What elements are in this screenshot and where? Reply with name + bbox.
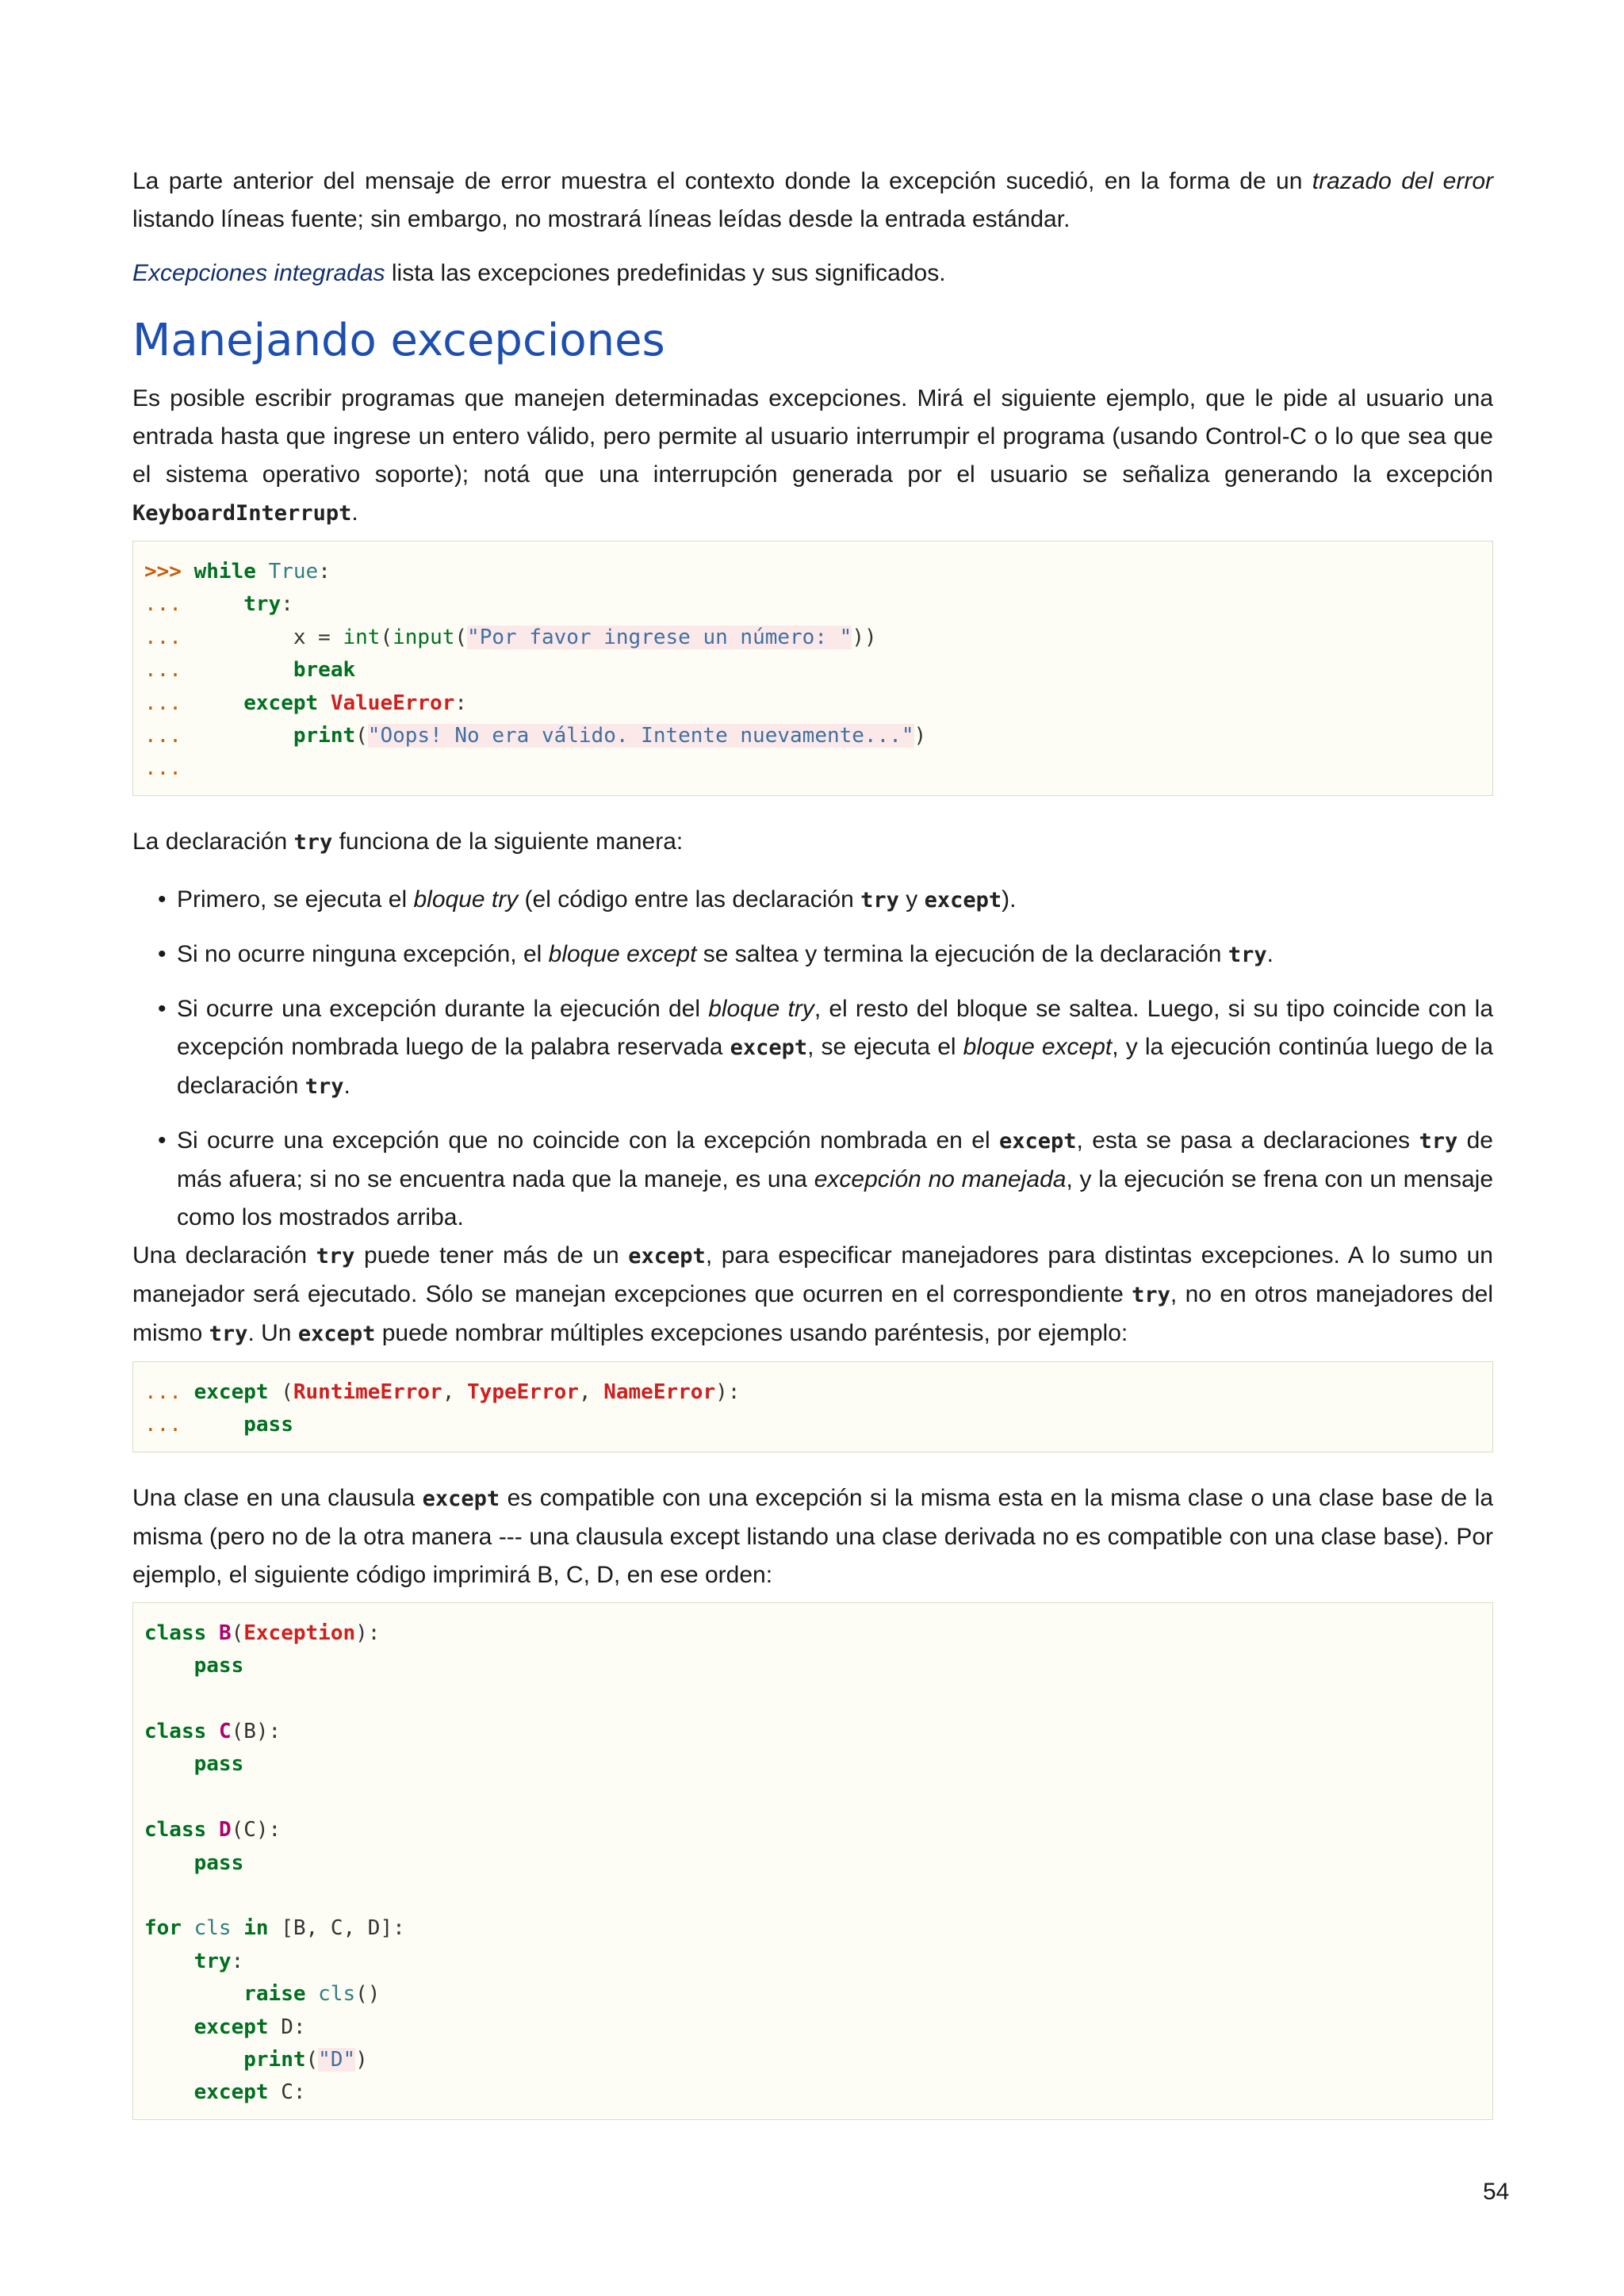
document-page — [132, 163, 1493, 2120]
page-number: 54 — [1483, 2179, 1510, 2205]
try-steps-list — [132, 881, 1493, 1237]
list-item: • Primero, se ejecuta el bloque try (el código entre las declaración try y except). — [177, 881, 1493, 920]
code-block-class-hierarchy: class B(Exception): pass class C(B): pass class D(C): pass for cls in [B, C, D]: try: raise cls() except D: print("D") except C: — [132, 1602, 1493, 2120]
list-item: • Si no ocurre ninguna excepción, el bloque except se saltea y termina la ejecución de la declaración try. — [177, 936, 1493, 974]
list-item: • Si ocurre una excepción que no coincide con la excepción nombrada en el except, esta se pasa a declaraciones try de más afuera; si no se encuentra nada que la maneje, es una excepción no manejada, y la ejecución se frena con un mensaje como los mostrados arriba. — [177, 1122, 1493, 1237]
list-item: • Si ocurre una excepción durante la ejecución del bloque try, el resto del bloque se saltea. Luego, si su tipo coincide con la excepción nombrada luego de la palabra reservada except, se ejecuta el bloque except, y la ejecución continúa luego de la declaración try. — [177, 990, 1493, 1106]
code-block-multi-except: ... except (RuntimeError, TypeError, NameError): ... pass — [132, 1361, 1493, 1452]
multiple-except-paragraph: Una declaración try puede tener más de un except, para especificar manejadores para distintas excepciones. A lo sumo un manejador será ejecutado. Sólo se manejan excepciones que ocurren en el correspondiente try, no en otros manejadores del mismo try. Un except puede nombrar múltiples excepciones usando paréntesis, por ejemplo: — [132, 1242, 1493, 1346]
class-compat-paragraph: Una clase en una clausula except es compatible con una excepción si la misma esta en la misma clase o una clase base de la misma (pero no de la otra manera --- una clausula except listando una clase derivada no es compatible con una clase base). Por ejemplo, el siguiente código imprimirá B, C, D, en ese orden: — [132, 1484, 1493, 1588]
builtin-exceptions-paragraph: Excepciones integradas lista las excepciones predefinidas y sus significados. — [132, 260, 946, 286]
section-title: Manejando excepciones — [132, 315, 665, 366]
code-block-input-loop: >>> while True: ... try: ... x = int(input("Por favor ingrese un número: ")) ... break ... except ValueError: ... print("Oops! No era válido. Intente nuevamente...") ... — [132, 541, 1493, 796]
term-trazado: trazado del error — [1312, 168, 1494, 194]
intro-paragraph: La parte anterior del mensaje de error muestra el contexto donde la excepción sucedió, en la forma de un trazado del error listando líneas fuente; sin embargo, no mostrará líneas leídas desde la entrada estándar. — [132, 168, 1494, 232]
try-statement-paragraph: La declaración try funciona de la siguiente manera: — [132, 828, 684, 855]
section-intro-paragraph: Es posible escribir programas que manejen determinadas excepciones. Mirá el siguiente ejemplo, que le pide al usuario una entrada hasta que ingrese un entero válido, pero permite al usuario interrumpir el programa (usando Control-C o lo que sea que el sistema operativo soporte); notá que una interrupción generada por el usuario se señaliza generando la excepción KeyboardInterrupt. — [132, 385, 1493, 526]
excepciones-integradas-link[interactable]: Excepciones integradas — [132, 260, 385, 286]
inline-code: KeyboardInterrupt — [132, 501, 352, 526]
